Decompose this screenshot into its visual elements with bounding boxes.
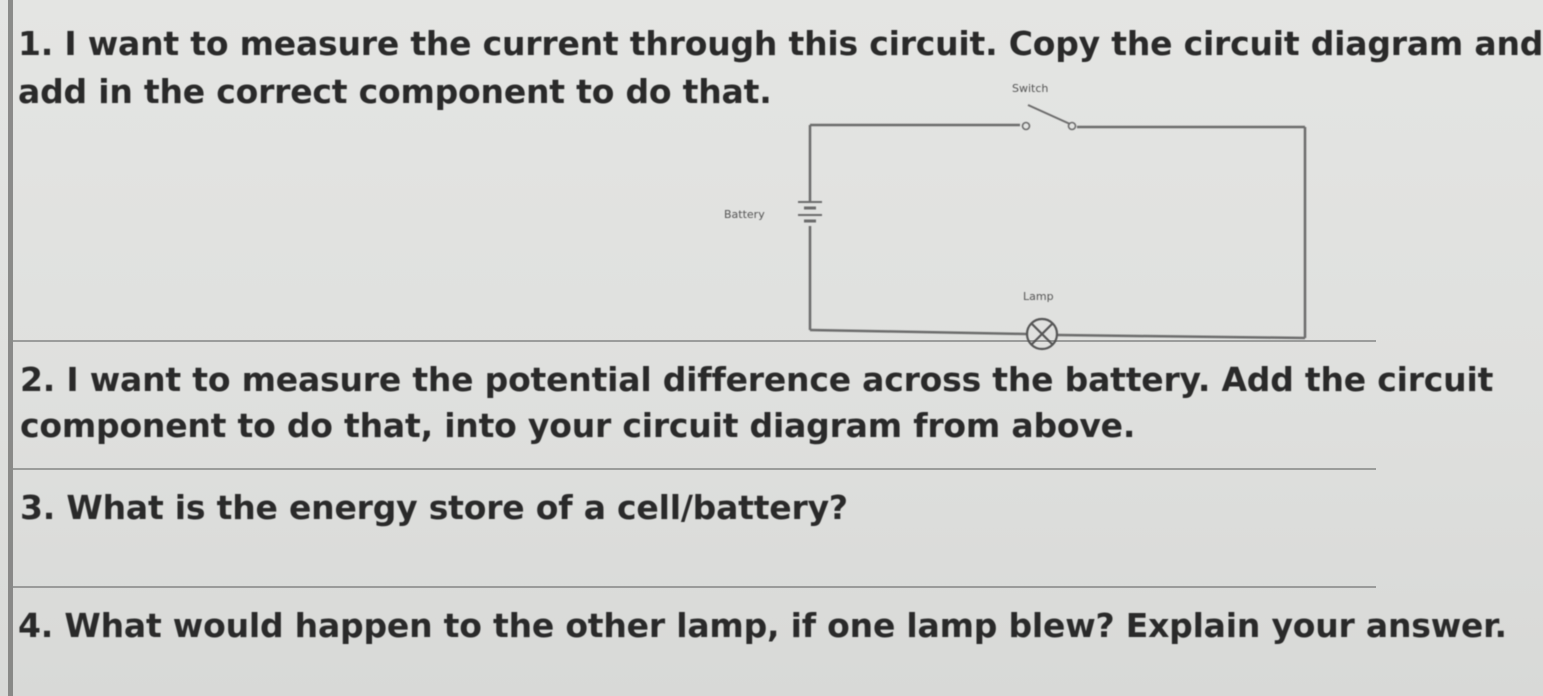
- circuit-wire: [1058, 335, 1305, 338]
- circuit-diagram: [700, 78, 1320, 358]
- question-1-line-2: add in the correct component to do that.: [18, 72, 772, 111]
- question-4: 4. What would happen to the other lamp, if one lamp blew? Explain your answer.: [18, 606, 1507, 645]
- battery-label: Battery: [724, 208, 765, 221]
- switch-label: Switch: [1012, 82, 1049, 95]
- battery-symbol: [798, 202, 822, 221]
- lamp-label: Lamp: [1023, 290, 1054, 303]
- page-left-border: [8, 0, 13, 696]
- question-3: 3. What is the energy store of a cell/battery?: [20, 488, 848, 527]
- switch-symbol: [1023, 105, 1076, 130]
- lamp-symbol: [1027, 319, 1057, 349]
- question-2-line-2: component to do that, into your circuit diagram from above.: [20, 406, 1136, 445]
- circuit-wire: [810, 330, 1026, 334]
- question-divider: [10, 586, 1376, 588]
- question-1-line-1: 1. I want to measure the current through this circuit. Copy the circuit diagram and: [18, 24, 1543, 63]
- question-2-line-1: 2. I want to measure the potential difference across the battery. Add the circuit: [20, 360, 1494, 399]
- question-divider: [10, 468, 1376, 470]
